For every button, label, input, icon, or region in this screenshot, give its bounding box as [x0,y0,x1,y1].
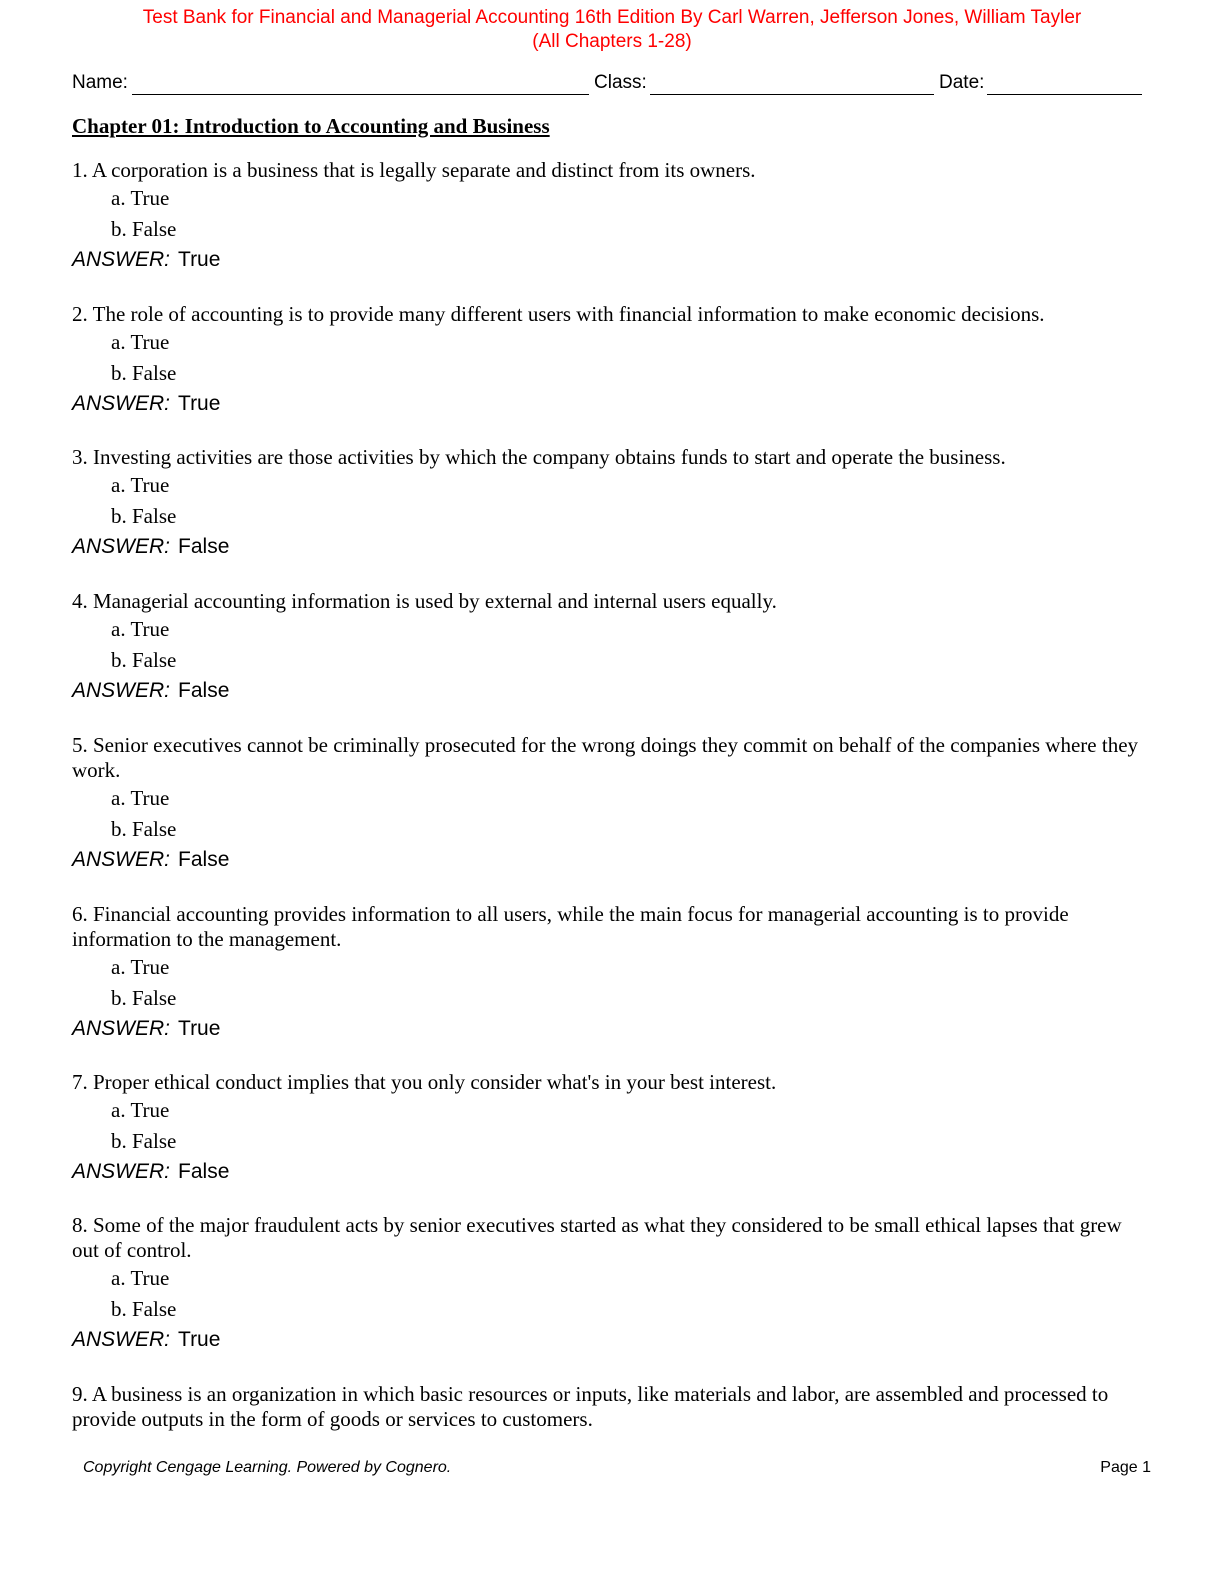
question-item [72,302,1147,419]
option-a: a. True [111,473,170,497]
option-a: a. True [111,617,170,641]
question-item [72,902,1147,1044]
option-b: b. False [111,817,177,841]
answer-label: ANSWER: [72,535,171,558]
option-b: b. False [111,504,177,528]
banner-title-line1: Test Bank for Financial and Managerial Accounting 16th Edition By Carl Warren, Jefferson Jones, William Tayler [142,7,1082,28]
answer-value: False [178,679,230,702]
answer-line [72,245,1147,275]
answer-line [72,1325,1147,1355]
answer-label: ANSWER: [72,1160,171,1183]
option-a: a. True [111,330,170,354]
answer-line [72,532,1147,562]
option-b: b. False [111,1297,177,1321]
document-banner [0,6,1224,54]
footer-copyright: Copyright Cengage Learning. Powered by Cognero. [83,1459,452,1476]
question-text: 7. Proper ethical conduct implies that you only consider what's in your best interest. [72,1070,777,1094]
question-text: 3. Investing activities are those activities by which the company obtains funds to start and operate the business. [72,445,1006,469]
answer-label: ANSWER: [72,392,171,415]
answer-value: True [178,392,221,415]
student-info-row [72,72,1142,98]
option-a: a. True [111,1098,170,1122]
question-text: 6. Financial accounting provides information to all users, while the main focus for managerial accounting is to provide information to the management. [72,902,1069,951]
question-text: 4. Managerial accounting information is used by external and internal users equally. [72,589,777,613]
question-text: 2. The role of accounting is to provide many different users with financial information to make economic decisions. [72,302,1045,326]
chapter-title: Chapter 01: Introduction to Accounting and Business [72,114,550,138]
banner-title-line2: (All Chapters 1-28) [532,31,692,52]
question-item [72,445,1147,562]
question-text: 1. A corporation is a business that is legally separate and distinct from its owners. [72,158,756,182]
question-item [72,1382,1147,1432]
class-label: Class: [594,72,647,93]
answer-line [72,676,1147,706]
option-b: b. False [111,1129,177,1153]
question-item [72,1070,1147,1187]
question-item [72,158,1147,275]
option-b: b. False [111,648,177,672]
question-text: 8. Some of the major fraudulent acts by senior executives started as what they considered to be small ethical lapses that grew out of control. [72,1213,1122,1262]
answer-label: ANSWER: [72,248,171,271]
option-a: a. True [111,186,170,210]
answer-label: ANSWER: [72,1017,171,1040]
date-label: Date: [939,72,985,93]
answer-value: True [178,248,221,271]
option-b: b. False [111,986,177,1010]
answer-value: True [178,1017,221,1040]
name-field-line [132,94,589,95]
answer-value: False [178,848,230,871]
answer-value: False [178,1160,230,1183]
name-label: Name: [72,72,128,93]
answer-line [72,845,1147,875]
answer-label: ANSWER: [72,1328,171,1351]
answer-line [72,389,1147,419]
question-item [72,589,1147,706]
answer-line [72,1014,1147,1044]
option-b: b. False [111,217,177,241]
option-a: a. True [111,1266,170,1290]
date-field-line [987,94,1142,95]
question-item [72,1213,1147,1355]
answer-label: ANSWER: [72,848,171,871]
answer-value: False [178,535,230,558]
answer-line [72,1157,1147,1187]
option-b: b. False [111,361,177,385]
answer-value: True [178,1328,221,1351]
question-text: 9. A business is an organization in which basic resources or inputs, like materials and labor, are assembled and processed to provide outputs in the form of goods or services to customers. [72,1382,1109,1431]
option-a: a. True [111,955,170,979]
page-number: Page 1 [1100,1459,1151,1476]
question-text: 5. Senior executives cannot be criminally prosecuted for the wrong doings they commit on behalf of the companies where they work. [72,733,1139,782]
question-item [72,733,1147,875]
answer-label: ANSWER: [72,679,171,702]
option-a: a. True [111,786,170,810]
class-field-line [650,94,934,95]
